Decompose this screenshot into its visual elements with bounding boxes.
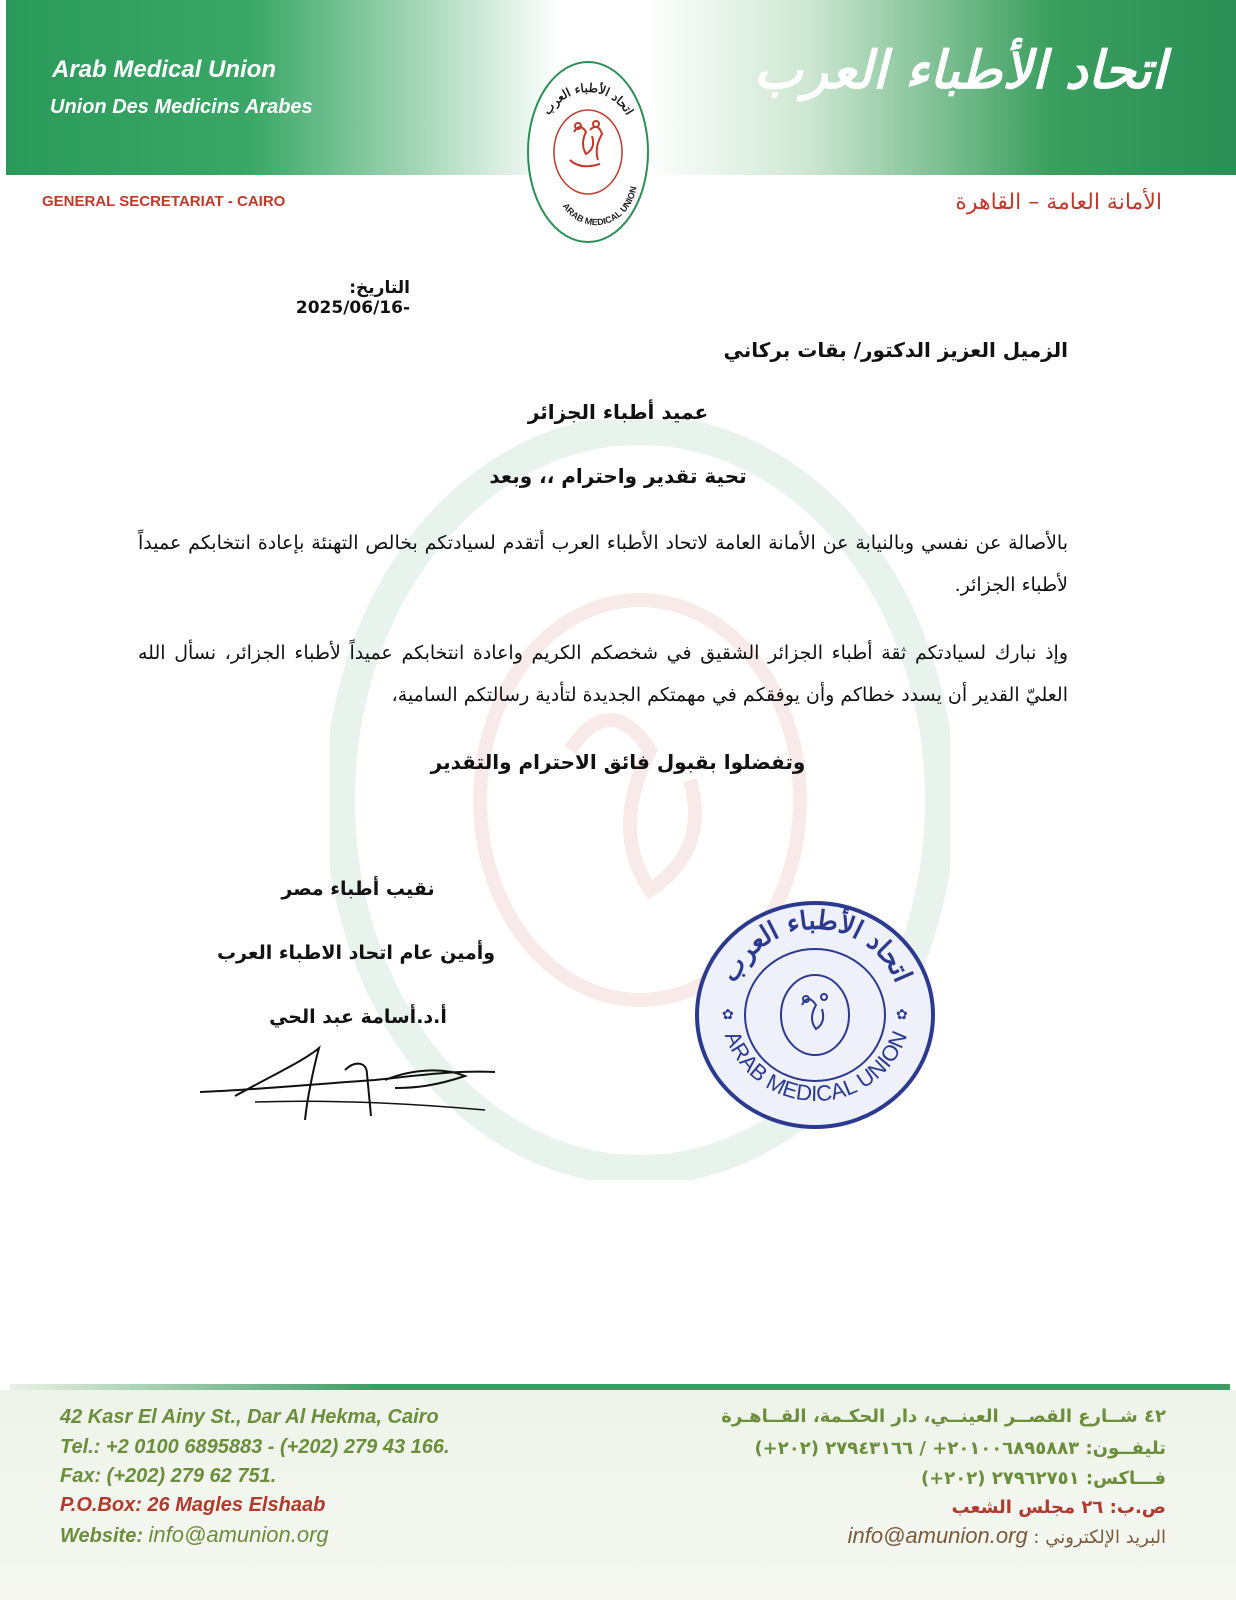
org-name-en: Arab Medical Union [52, 56, 277, 83]
email-label: البريد الإلكتروني : [1033, 1527, 1166, 1548]
greeting: تحية تقدير واحترام ،، وبعد [489, 464, 747, 488]
secretariat-en: GENERAL SECRETARIAT - CAIRO [42, 193, 286, 210]
footer-pobox-en: P.O.Box: 26 Magles Elshaab [60, 1494, 326, 1516]
stamp-star-icon: ✿ [896, 1007, 908, 1023]
recipient-role: عميد أطباء الجزائر [527, 400, 709, 424]
union-logo [526, 60, 650, 246]
signer-title-1: نقيب أطباء مصر [281, 878, 435, 900]
footer-address-en: 42 Kasr El Ainy St., Dar Al Hekma, Cairo [60, 1406, 439, 1428]
secretariat-ar: الأمانة العامة – القاهرة [955, 190, 1162, 215]
handwritten-signature [195, 1040, 505, 1130]
email-link[interactable]: info@amunion.org [847, 1523, 1028, 1548]
date-value: 2025/06/16- [295, 298, 410, 318]
paragraph-congratulations: بالأصالة عن نفسي وبالنيابة عن الأمانة العامة لاتحاد الأطباء العرب أتقدم لسيادتكم بخالص التهنئة بإعادة انتخابكم عميداً لأطباء الجزائر. [138, 532, 1068, 596]
paragraph-wishes: وإذ نبارك لسيادتكم ثقة أطباء الجزائر الشقيق في شخصكم الكريم واعادة انتخابكم عميداً لأطباء الجزائر، نسأل الله العليّ القدير أن يسدد خطاكم وأن يوفقكم في مهمتكم الجديدة لتأدية رسالتكم السامية، [138, 642, 1068, 706]
stamp-ring-en: ARAB MEDICAL UNION [719, 1027, 913, 1107]
footer-pobox-ar: ص.ب: ٢٦ مجلس الشعب [951, 1497, 1166, 1518]
signer-title-2: وأمين عام اتحاد الاطباء العرب [216, 942, 496, 964]
closing: وتفضلوا بقبول فائق الاحترام والتقدير [430, 750, 806, 774]
letter-date [230, 278, 410, 318]
recipient: الزميل العزيز الدكتور/ بقات بركاني [723, 338, 1068, 362]
footer-tel-ar: تليفــون: ٢٠١٠٠٦٨٩٥٨٨٣+ / ٢٧٩٤٣١٦٦ (٢٠٢+) [754, 1438, 1166, 1459]
org-name-ar: اتحاد الأطباء العرب [753, 40, 1166, 101]
official-stamp [690, 895, 940, 1135]
footer-address-ar: ٤٢ شــارع القصــر العينــي، دار الحكـمة، القــاهـرة [721, 1406, 1166, 1427]
signer-name: أ.د.أسامة عبد الحي [269, 1006, 447, 1028]
website-label: Website: [60, 1525, 143, 1547]
logo-ring-en: ARAB MEDICAL UNION [560, 185, 639, 228]
stamp-star-icon: ✿ [722, 1007, 734, 1023]
logo-ring-ar: اتحاد الأطباء العرب [539, 80, 637, 118]
org-name-fr: Union Des Medicins Arabes [50, 96, 313, 118]
footer-fax-en: Fax: (+202) 279 62 751. [60, 1465, 277, 1487]
date-label: التاريخ: [349, 278, 410, 298]
footer-divider [10, 1384, 1230, 1390]
footer-email-ar [848, 1523, 1166, 1549]
footer-tel-en: Tel.: +2 0100 6895883 - (+202) 279 43 166. [60, 1436, 450, 1458]
footer-fax-ar: فـــاكس: ٢٧٩٦٢٧٥١ (٢٠٢+) [920, 1468, 1166, 1489]
stamp-ring-ar: اتحاد الأطباء العرب [714, 905, 918, 987]
website-link[interactable]: info@amunion.org [148, 1522, 329, 1547]
footer-website-en [60, 1522, 329, 1548]
